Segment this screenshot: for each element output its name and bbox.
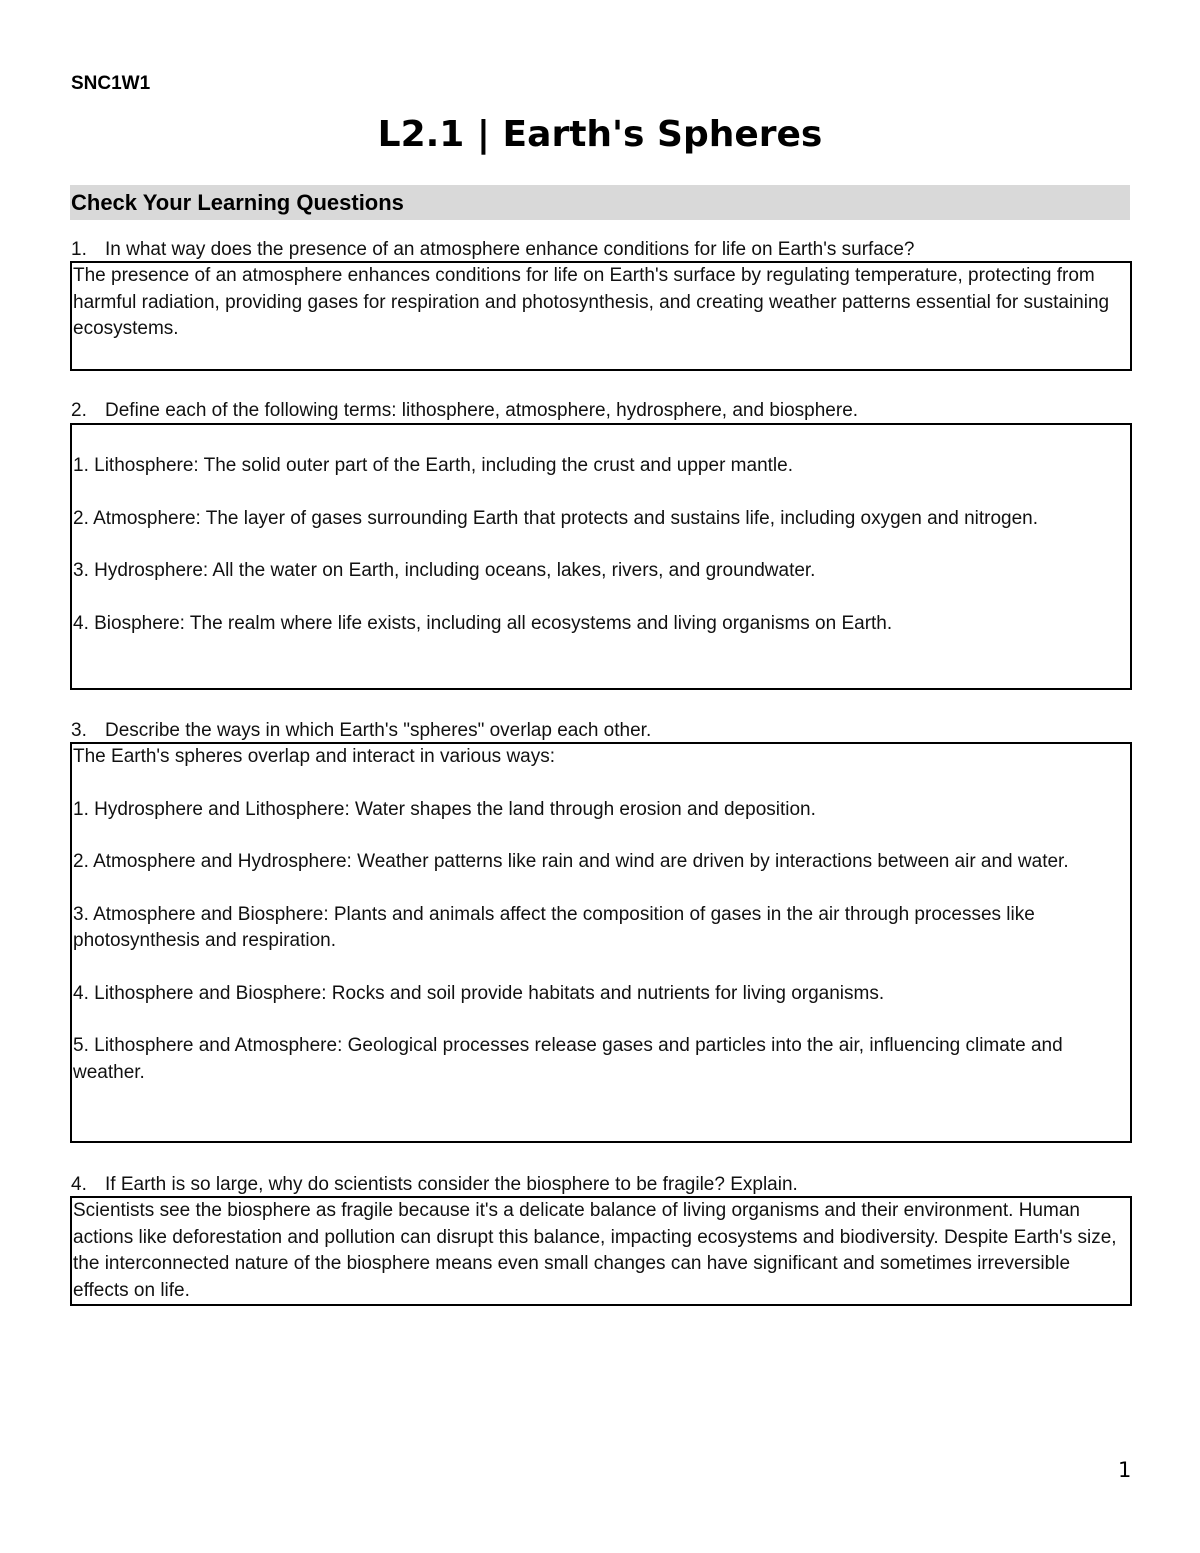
page-number: 1 <box>1118 1458 1132 1482</box>
answer-paragraph: 3. Atmosphere and Biosphere: Plants and animals affect the composition of gases in the air through processes like photosynthesis and respiration. <box>73 903 1035 951</box>
question-number: 2. <box>71 400 87 421</box>
answer-paragraph: 4. Biosphere: The realm where life exists, including all ecosystems and living organisms on Earth. <box>73 612 893 634</box>
page-title: L2.1 | Earth's Spheres <box>377 114 823 155</box>
answer-paragraph: 3. Hydrosphere: All the water on Earth, including oceans, lakes, rivers, and groundwater. <box>73 560 816 581</box>
question-2 <box>71 398 858 424</box>
question-text: If Earth is so large, why do scientists consider the biosphere to be fragile? Explain. <box>105 1174 798 1195</box>
course-code: SNC1W1 <box>71 73 151 94</box>
section-heading: Check Your Learning Questions <box>70 185 1130 220</box>
question-number: 4. <box>71 1174 87 1195</box>
answer-box-4[interactable] <box>70 1196 1132 1306</box>
answer-paragraph: 4. Lithosphere and Biosphere: Rocks and soil provide habitats and nutrients for living organisms. <box>73 982 885 1004</box>
answer-paragraph: 1. Lithosphere: The solid outer part of the Earth, including the crust and upper mantle. <box>73 455 793 476</box>
question-4 <box>71 1172 798 1198</box>
question-text: In what way does the presence of an atmosphere enhance conditions for life on Earth's surface? <box>105 239 915 260</box>
answer-paragraph: The Earth's spheres overlap and interact in various ways: <box>73 746 556 767</box>
answer-paragraph: 2. Atmosphere: The layer of gases surrounding Earth that protects and sustains life, including oxygen and nitrogen. <box>73 507 1039 529</box>
answer-paragraph: 1. Hydrosphere and Lithosphere: Water shapes the land through erosion and deposition. <box>73 798 816 820</box>
answer-box-1[interactable] <box>70 261 1132 371</box>
answer-paragraph: 5. Lithosphere and Atmosphere: Geological processes release gases and particles into the air, influencing climate and weather. <box>73 1035 1063 1083</box>
answer-box-2[interactable] <box>70 423 1132 690</box>
answer-paragraph: The presence of an atmosphere enhances conditions for life on Earth's surface by regulating temperature, protecting from harmful radiation, providing gases for respiration and photosynthesis, and creating weather patterns essential for sustaining ecosystems. <box>73 265 1110 339</box>
answer-paragraph: 2. Atmosphere and Hydrosphere: Weather patterns like rain and wind are driven by interactions between air and water. <box>73 851 1069 872</box>
question-number: 1. <box>71 239 87 260</box>
question-3 <box>71 718 651 744</box>
answer-paragraph: Scientists see the biosphere as fragile because it's a delicate balance of living organisms and their environment. Human actions like deforestation and pollution can disrupt this balance, impacting ecosystems and biodiversity. Despite Earth's size, the interconnected nature of the biosphere means even small changes can have significant and sometimes irreversible effects on life. <box>73 1200 1117 1301</box>
question-text: Define each of the following terms: lithosphere, atmosphere, hydrosphere, and biosphere. <box>105 400 859 421</box>
answer-box-3[interactable] <box>70 742 1132 1143</box>
question-text: Describe the ways in which Earth's "spheres" overlap each other. <box>105 720 652 741</box>
question-number: 3. <box>71 720 87 741</box>
question-1 <box>71 237 915 263</box>
